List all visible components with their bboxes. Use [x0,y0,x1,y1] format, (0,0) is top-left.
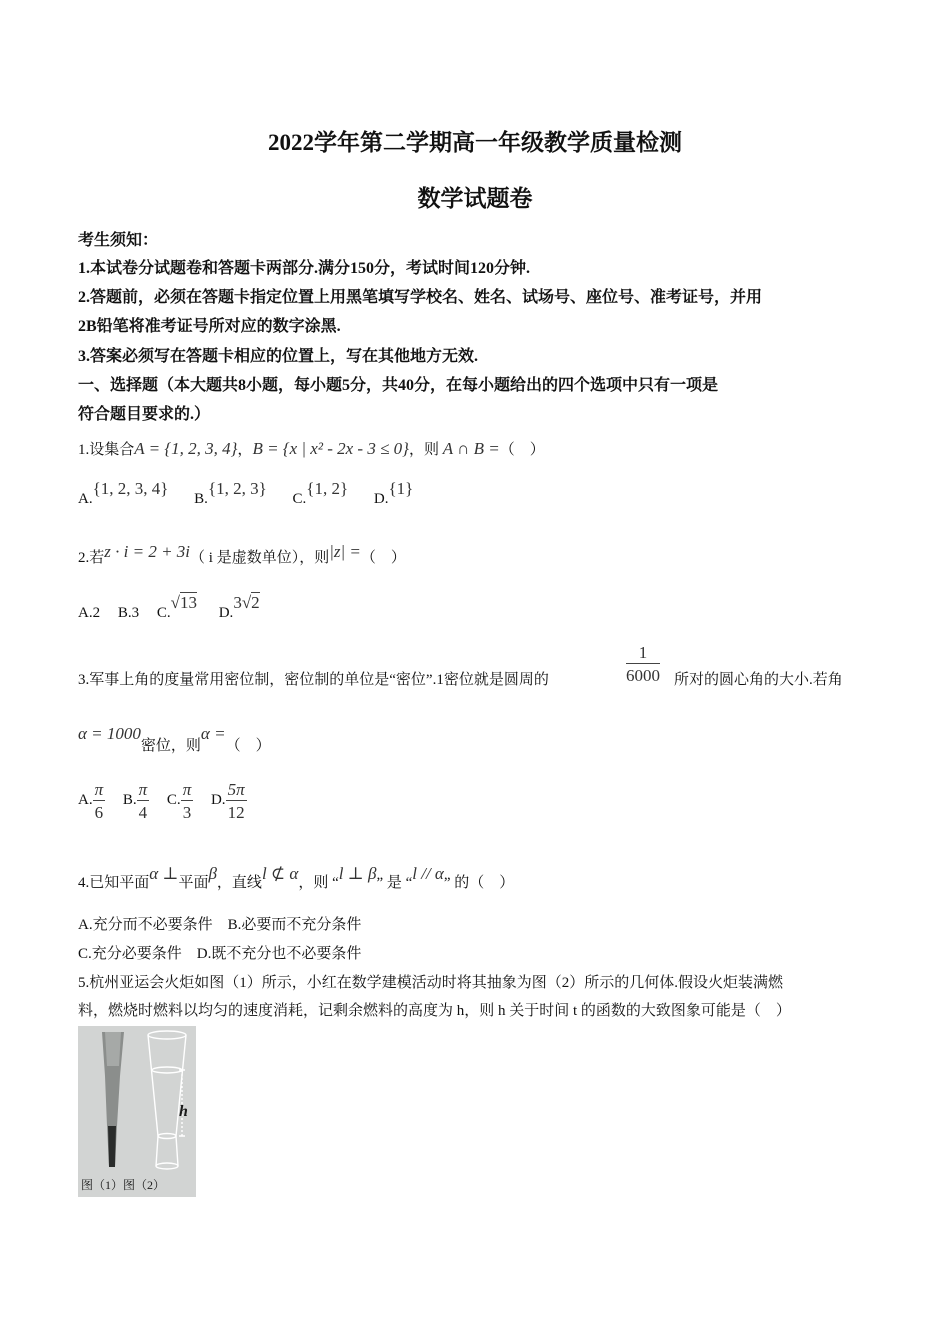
figure-h-label: h [179,1103,188,1120]
question-1-options [78,479,414,508]
question-3-options [78,781,247,821]
question-3-stem [78,668,549,689]
section-heading-line-2: 符合题目要求的.） [78,406,211,423]
question-5-line-1: 5.杭州亚运会火炬如图（1）所示，小红在数学建模活动时将其抽象为图（2）所示的几何体.假设火炬装满燃 [78,975,784,991]
question-1-stem [78,438,545,459]
q1-option-c[interactable]: C.{1, 2} [292,479,349,507]
torch-figure [78,1026,196,1197]
q1-option-d[interactable]: D.{1} [373,479,414,507]
torch-figure-drawing [78,1026,196,1197]
q3-option-a[interactable]: A. $\frac{\pi}{6}$ [78,780,104,822]
question-2-options [78,593,260,622]
q3-option-d[interactable]: D. $\frac{5\pi}{12}$ [210,780,245,822]
notice-item-2-line-1: 2.答题前，必须在答题卡指定位置上用黑笔填写学校名、姓名、试场号、座位号、准考证号，并用 [78,289,763,306]
q2-option-c[interactable]: C.√13 [156,593,197,621]
q3-stem-pre: 3.军事上角的度量常用密位制，密位制的单位是“密位”.1密位就是圆周的 [78,672,549,688]
q3-expr: α = 1000 [78,724,141,743]
q3-stem-post: 所对的圆心角的大小.若角 [674,672,843,688]
q1-stem-post: ，则 [408,442,439,458]
notice-item-1: 1.本试卷分试题卷和答题卡两部分.满分150分，考试时间120分钟. [78,260,531,277]
q1-paren: （ ） [499,442,545,458]
page-subtitle: 数学试题卷 [417,186,533,211]
question-4-stem: 4.已知平面α ⊥平面β，直线l ⊄ α，则 “l ⊥ β” 是 “l // α” 的（ ） [78,864,515,891]
q2-stem-pre: 2.若 [78,550,105,566]
q2-option-d[interactable]: D.3√2 [218,593,260,621]
notice-heading: 考生须知： [78,232,159,249]
question-2-stem [78,542,406,567]
figure-caption: 图（1）图（2） [81,1178,166,1192]
q2-option-a[interactable]: A.2 [78,605,101,621]
q1-option-b[interactable]: B.{1, 2, 3} [194,479,267,507]
q1-option-a[interactable]: A.{1, 2, 3, 4} [78,479,169,507]
question-5-line-2: 料，燃烧时燃料以均匀的速度消耗，记剩余燃料的高度为 h，则 h 关于时间 t 的函数的大致图象可能是（ ） [78,1003,791,1019]
q1-expr: A ∩ B = [442,439,500,458]
q1-comma: ， [237,442,253,458]
q2-expr2: |z| = [329,542,361,561]
page-title: 2022学年第二学期高一年级教学质量检测 [268,130,682,155]
q4-options-cd[interactable]: C.充分必要条件 D.既不充分也不必要条件 [78,946,362,962]
q1-set-a: A = {1, 2, 3, 4} [134,439,238,458]
question-3-stem-2 [78,724,271,754]
q4-options-ab[interactable]: A.充分而不必要条件 B.必要而不充分条件 [78,917,362,933]
q3-fraction: $\frac{1}{6000}$ [626,643,660,685]
q3-option-c[interactable]: C. $\frac{\pi}{3}$ [166,780,192,822]
notice-item-2-line-2: 2B铅笔将准考证号所对应的数字涂黑. [78,318,341,335]
q1-set-b: B = {x | x² - 2x - 3 ≤ 0} [252,439,409,458]
q3-option-b[interactable]: B. $\frac{\pi}{4}$ [122,780,148,822]
q2-option-b[interactable]: B.3 [117,605,140,621]
q3-expr2: α = [200,724,226,743]
q2-expr: z · i = 2 + 3i [104,542,191,561]
q2-paren: （ ） [360,550,406,566]
q3-mid: 密位，则 [140,738,201,754]
q2-note: （ i 是虚数单位），则 [190,550,330,566]
q3-paren: （ ） [225,738,271,754]
q1-stem-pre: 1.设集合 [78,442,135,458]
notice-item-3: 3.答案必须写在答题卡相应的位置上，写在其他地方无效. [78,348,479,365]
section-heading-line-1: 一、选择题（本大题共8小题，每小题5分，共40分，在每小题给出的四个选项中只有一项是 [78,377,719,394]
